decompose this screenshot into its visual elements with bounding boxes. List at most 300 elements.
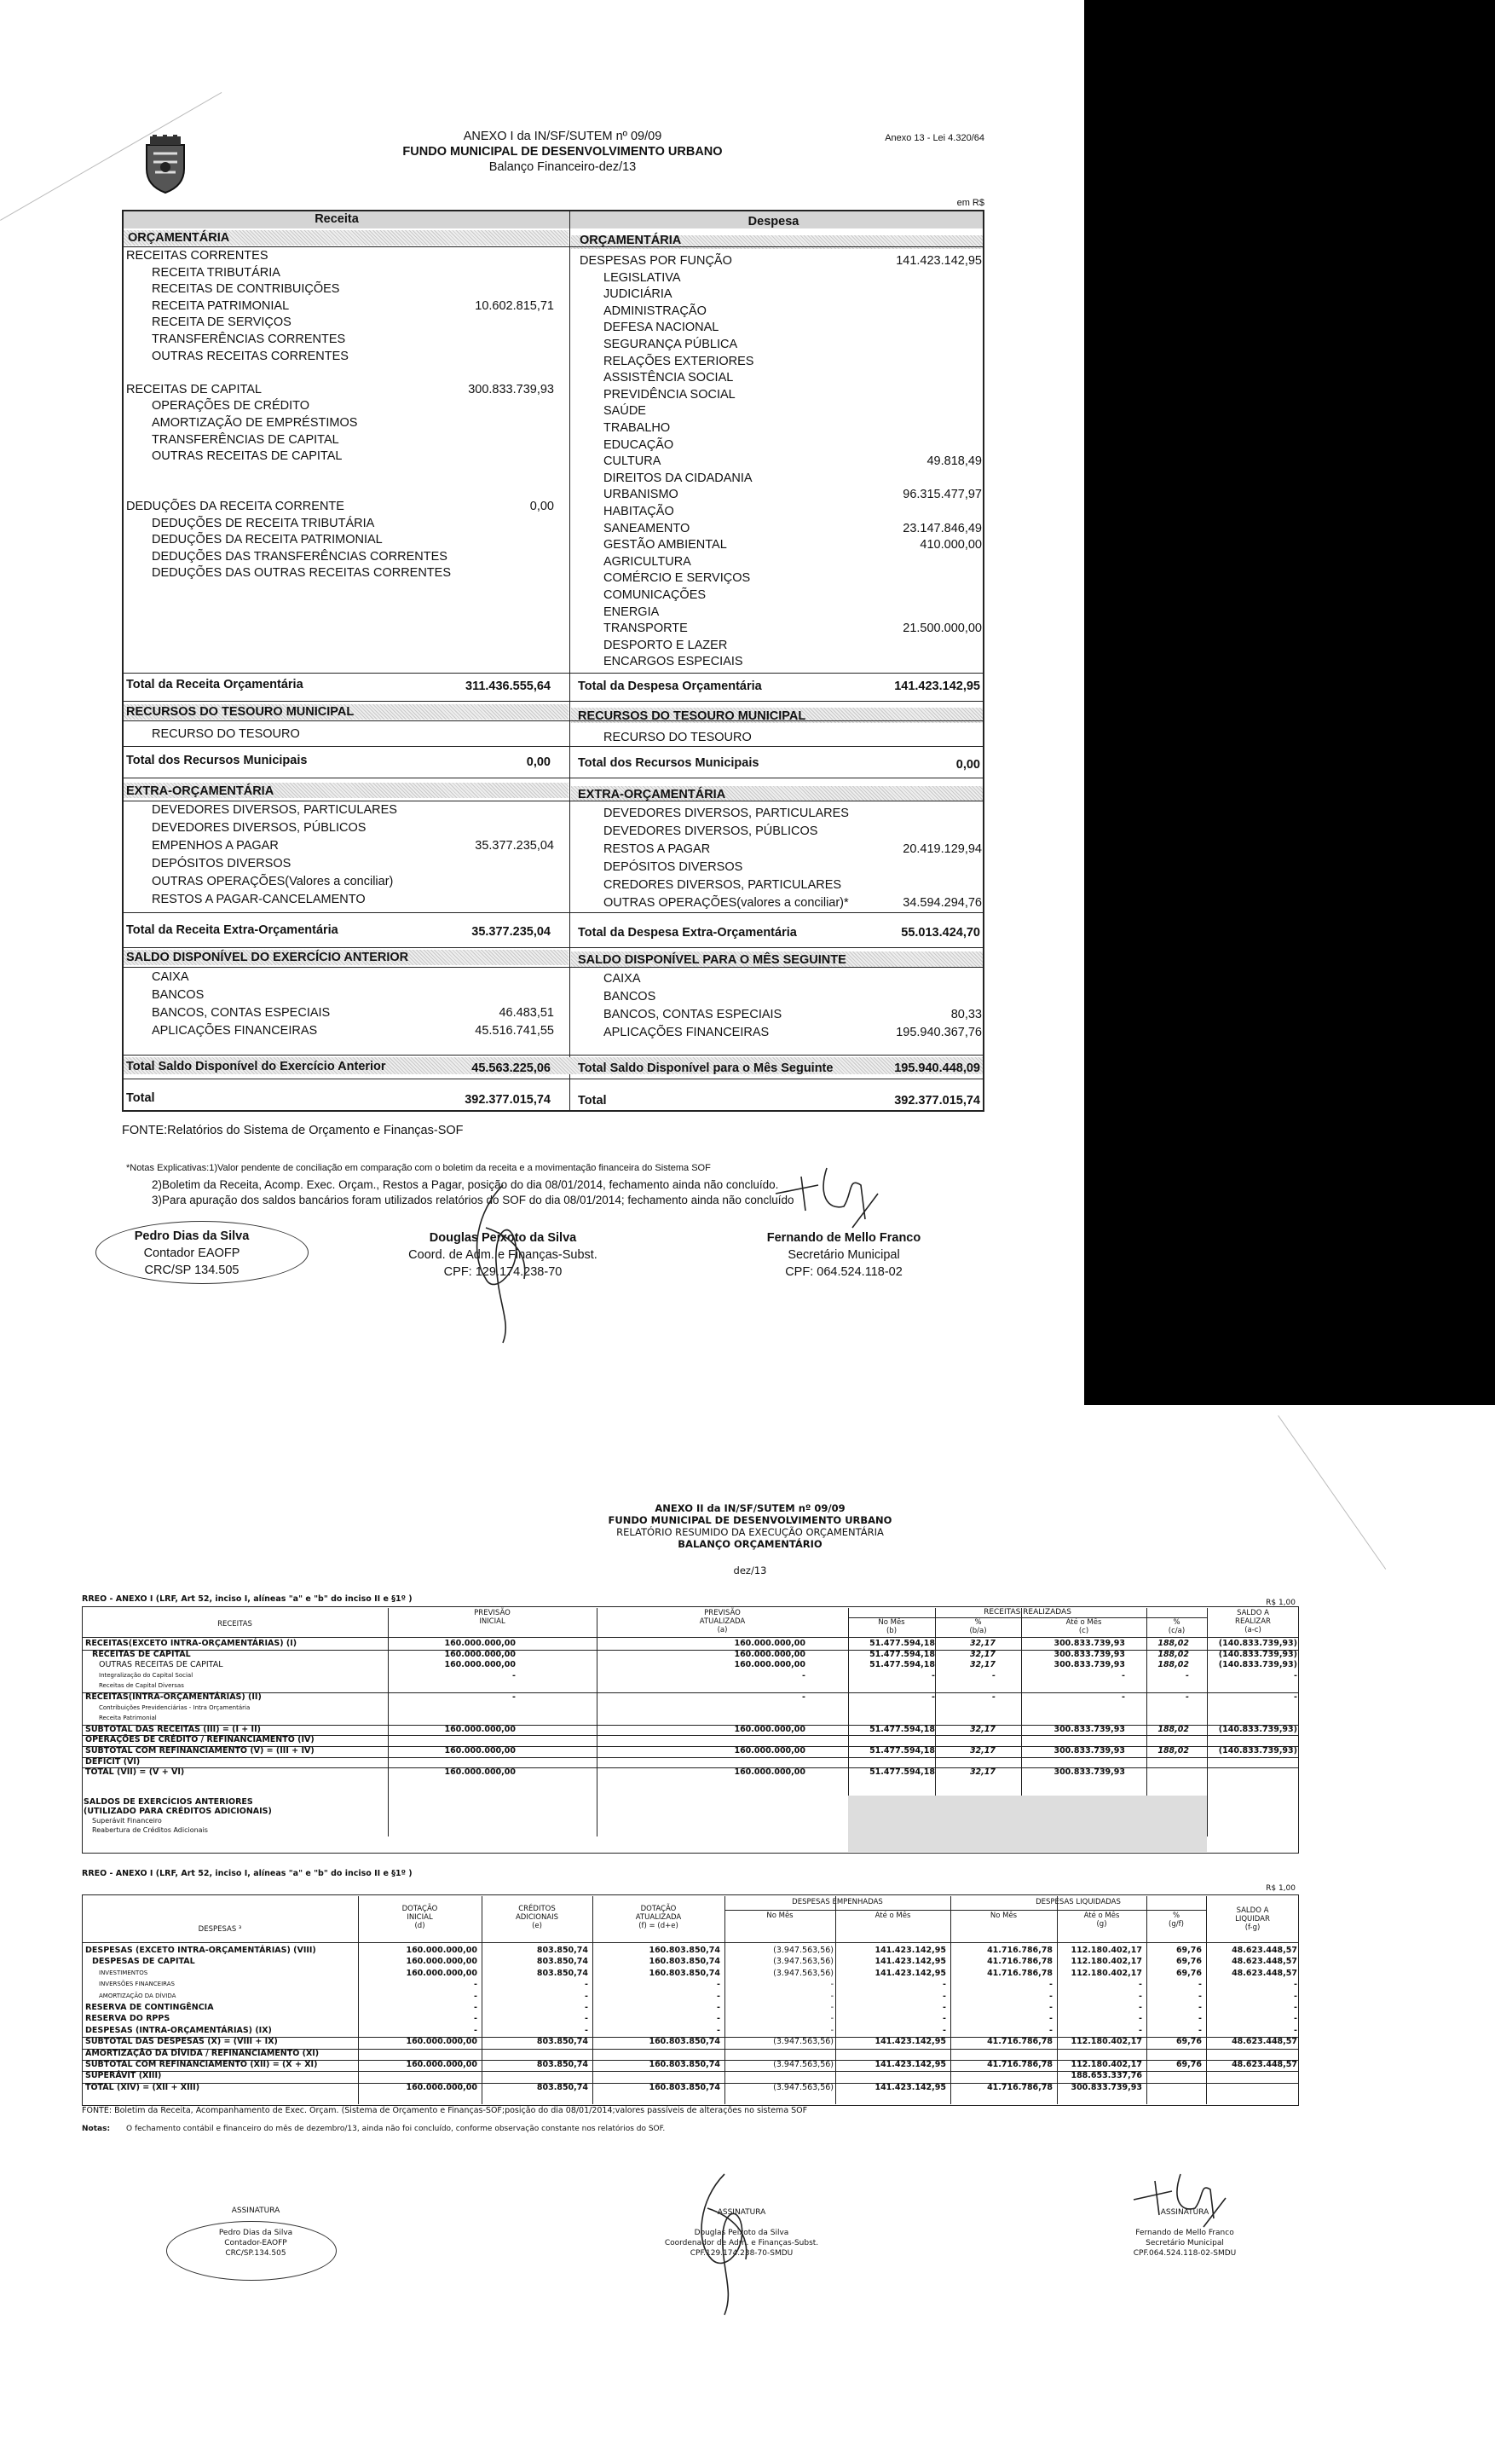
row-rule <box>82 1735 1299 1736</box>
t1-cell: 188,02 <box>1157 1724 1189 1734</box>
t1-row-label: Integralização do Capital Social <box>99 1671 193 1679</box>
t1-cell: 300.833.739,93 <box>1053 1724 1125 1734</box>
receita-label: TRANSFERÊNCIAS CORRENTES <box>152 333 346 346</box>
row-rule <box>82 2049 1299 2050</box>
t2-cell: 160.803.850,74 <box>649 2082 720 2092</box>
saldo-item-label: BANCOS, CONTAS ESPECIAIS <box>152 1006 331 1020</box>
p2-signer-1-role: Contador-EAOFP <box>224 2239 287 2247</box>
scan-black-margin <box>1084 0 1495 1405</box>
t2-cell: - <box>1198 2014 1202 2024</box>
extra-item-label: RESTOS A PAGAR-CANCELAMENTO <box>152 893 366 906</box>
row-rule <box>82 2060 1299 2061</box>
t2-cell: - <box>1198 2025 1202 2035</box>
p2-signer-2-name: Douglas Peixoto da Silva <box>694 2229 789 2237</box>
t1-cell: 32,17 <box>969 1746 996 1755</box>
t2-cell: 141.423.142,95 <box>874 1968 946 1978</box>
t2-cell: - <box>1294 2014 1297 2024</box>
t2-cell: 160.803.850,74 <box>649 1957 720 1967</box>
t2-cell: - <box>717 1991 720 2001</box>
t2-row-label: SUBTOTAL COM REFINANCIAMENTO (XII) = (X + XI) <box>85 2060 318 2069</box>
t1-title: RREO - ANEXO I (LRF, Art 52, inciso I, alíneas "a" e "b" do inciso II e §1º ) <box>82 1594 413 1604</box>
t2-cell: - <box>717 1980 720 1990</box>
t1-cell: 160.000.000,00 <box>444 1649 516 1659</box>
t2-cell: 69,76 <box>1175 2037 1202 2047</box>
despesa-label: DESPESAS POR FUNÇÃO <box>580 254 732 268</box>
receita-label: RECEITA DE SERVIÇOS <box>152 315 291 330</box>
rule <box>124 912 983 913</box>
t2-cell: - <box>1049 2025 1053 2035</box>
t2-cell: 160.803.850,74 <box>649 2060 720 2069</box>
total-saldo-seguinte-label: Total Saldo Disponível para o Mês Seguinte <box>578 1061 834 1075</box>
t1-cell: - <box>932 1670 935 1680</box>
extra-item-label: DEVEDORES DIVERSOS, PÚBLICOS <box>603 824 818 838</box>
t1-row-label: Receitas de Capital Diversas <box>99 1682 184 1690</box>
total-despesa-orcamentaria-value: 141.423.142,95 <box>894 680 980 693</box>
t2-cell: - <box>1294 1980 1297 1990</box>
t2-row-label: DESPESAS DE CAPITAL <box>92 1957 195 1967</box>
t2-cell: 48.623.448,57 <box>1232 2060 1297 2069</box>
t1-row-label: Receita Patrimonial <box>99 1715 157 1722</box>
t2-head-dot_atu: DOTAÇÃO ATUALIZADA (f) = (d+e) <box>635 1905 682 1930</box>
receita-label: TRANSFERÊNCIAS DE CAPITAL <box>152 432 339 447</box>
t1-cell: 300.833.739,93 <box>1053 1767 1125 1778</box>
t2-cell: - <box>1139 2014 1142 2024</box>
despesa-label: TRANSPORTE <box>603 622 688 636</box>
currency-unit: em R$ <box>956 198 984 208</box>
t2-cell: - <box>474 2003 477 2012</box>
section-orcamentaria-left: ORÇAMENTÁRIA <box>128 231 230 245</box>
section-tesouro-right: RECURSOS DO TESOURO MUNICIPAL <box>578 709 806 723</box>
t1-cell: 51.477.594,18 <box>869 1639 935 1648</box>
t1-saldos-line: Reabertura de Créditos Adicionais <box>92 1826 208 1834</box>
t1-head-saldo: SALDO A REALIZAR (a-c) <box>1235 1609 1271 1634</box>
rule <box>124 947 983 948</box>
grand-total-left-value: 392.377.015,74 <box>465 1093 551 1107</box>
t1-cell: 32,17 <box>969 1660 996 1670</box>
grand-total-right-label: Total <box>578 1094 607 1108</box>
extra-item-label: DEVEDORES DIVERSOS, PÚBLICOS <box>152 821 367 835</box>
t1-head-nomes: No Mês (b) <box>878 1618 905 1635</box>
t2-cell: 141.423.142,95 <box>874 2060 946 2069</box>
t2-cell: 803.850,74 <box>536 1946 588 1955</box>
saldo-item-label: BANCOS, CONTAS ESPECIAIS <box>603 1008 782 1021</box>
receita-label: DEDUÇÕES DA RECEITA PATRIMONIAL <box>152 533 383 547</box>
saldo-item-label: CAIXA <box>152 970 189 984</box>
t2-head-empenhadas: DESPESAS EMPENHADAS <box>792 1898 883 1906</box>
rule <box>724 1910 1206 1911</box>
t1-row-label: TOTAL (VII) = (V + VI) <box>85 1767 185 1778</box>
despesa-label: GESTÃO AMBIENTAL <box>603 538 727 552</box>
t2-cell: (3.947.563,56) <box>773 2037 834 2047</box>
row-rule <box>82 1767 1299 1768</box>
t1-cell: 300.833.739,93 <box>1053 1649 1125 1659</box>
t2-head-atemes: Até o Mês <box>874 1912 911 1920</box>
t2-cell: 48.623.448,57 <box>1232 1946 1297 1955</box>
rule <box>124 1055 983 1056</box>
t2-cell: - <box>1139 1991 1142 2001</box>
t1-cell: - <box>802 1692 805 1702</box>
t1-row-label: DEFICIT (VI) <box>85 1756 141 1767</box>
col-head-receita: Receita <box>315 212 359 226</box>
t2-cell: 160.000.000,00 <box>406 2037 477 2047</box>
rule <box>124 720 983 721</box>
grand-total-left-label: Total <box>126 1091 155 1105</box>
section-orcamentaria-right: ORÇAMENTÁRIA <box>580 234 682 247</box>
t2-cell: 69,76 <box>1175 1968 1202 1978</box>
saldo-item-label: APLICAÇÕES FINANCEIRAS <box>603 1026 770 1039</box>
t2-cell: 41.716.786,78 <box>987 1946 1053 1955</box>
col-head-despesa: Despesa <box>748 215 799 228</box>
receita-value: 300.833.739,93 <box>468 382 554 396</box>
despesa-label: DIREITOS DA CIDADANIA <box>603 471 753 485</box>
rule <box>82 1637 1299 1638</box>
t1-cell: - <box>1294 1670 1297 1680</box>
signer-1-name: Pedro Dias da Silva <box>134 1229 250 1243</box>
total-saldo-seguinte-value: 195.940.448,09 <box>894 1061 980 1075</box>
t2-row-label: INVERSÕES FINANCEIRAS <box>99 1981 175 1988</box>
extra-item-label: EMPENHOS A PAGAR <box>152 839 279 853</box>
extra-item-value: 34.594.294,76 <box>903 896 982 910</box>
despesa-label: TRABALHO <box>603 421 671 435</box>
t1-cell: - <box>512 1670 516 1680</box>
t1-head-pct2: % (c/a) <box>1168 1618 1186 1635</box>
extra-item-label: CREDORES DIVERSOS, PARTICULARES <box>603 878 842 892</box>
despesa-label: SAÚDE <box>603 404 646 419</box>
total-receita-orcamentaria-value: 311.436.555,64 <box>465 680 551 693</box>
rule <box>848 1617 1207 1618</box>
t2-cell: 41.716.786,78 <box>987 2082 1053 2092</box>
despesa-label: URBANISMO <box>603 488 678 502</box>
row-rule <box>82 2083 1299 2084</box>
handwritten-signature-icon <box>1125 2166 1227 2234</box>
row-rule <box>82 1650 1299 1651</box>
t1-cell: 160.000.000,00 <box>444 1660 516 1670</box>
t2-cell: 41.716.786,78 <box>987 1968 1053 1978</box>
t1-row-label: SUBTOTAL DAS RECEITAS (III) = (I + II) <box>85 1724 261 1734</box>
t2-cell: 112.180.402,17 <box>1071 2060 1142 2069</box>
despesa-label: ENERGIA <box>603 604 660 619</box>
row-rule <box>82 1746 1299 1747</box>
receita-label: RECEITAS DE CONTRIBUIÇÕES <box>152 282 340 297</box>
receita-label: RECEITAS DE CAPITAL <box>126 382 262 396</box>
t1-cell: 300.833.739,93 <box>1053 1746 1125 1755</box>
t2-cell: 48.623.448,57 <box>1232 2037 1297 2047</box>
t1-cell: - <box>1186 1692 1189 1702</box>
t2-cell: 160.000.000,00 <box>406 1946 477 1955</box>
scan-artifact-line <box>0 92 222 221</box>
t2-cell: 141.423.142,95 <box>874 2037 946 2047</box>
t2-fonte: FONTE: Boletim da Receita, Acompanhamento de Exec. Orçam. (Sistema de Orçamento e Finanças-SOF;posição do dia 08/01/2014;valores passíveis de alterações no sistema SOF <box>82 2106 808 2115</box>
despesa-label: CULTURA <box>603 454 661 469</box>
total-despesa-orcamentaria-label: Total da Despesa Orçamentária <box>578 680 762 693</box>
receita-label: OPERAÇÕES DE CRÉDITO <box>152 399 310 414</box>
extra-item-value: 20.419.129,94 <box>903 842 982 856</box>
t1-saldos-line: (UTILIZADO PARA CRÉDITOS ADICIONAIS) <box>84 1807 272 1816</box>
t2-head-cred: CRÉDITOS ADICIONAIS (e) <box>515 1905 559 1930</box>
receita-label: RECEITA PATRIMONIAL <box>152 298 290 313</box>
rule <box>124 746 983 747</box>
t2-cell: - <box>474 1991 477 2001</box>
t2-cell: - <box>1139 1980 1142 1990</box>
despesa-label: COMUNICAÇÕES <box>603 588 707 602</box>
t2-cell: - <box>585 1980 588 1990</box>
t2-cell: 300.833.739,93 <box>1071 2082 1142 2092</box>
p2-signer-3-name: Fernando de Mello Franco <box>1135 2229 1234 2237</box>
despesa-label: SANEAMENTO <box>603 521 690 535</box>
saldo-item-label: BANCOS <box>603 990 656 1004</box>
p2-header-line-1: ANEXO II da IN/SF/SUTEM nº 09/09 <box>655 1502 846 1514</box>
extra-item-value: 35.377.235,04 <box>475 839 554 853</box>
t1-row-label: RECEITAS DE CAPITAL <box>92 1649 191 1659</box>
t1-cell: 51.477.594,18 <box>869 1649 935 1659</box>
t2-row-label: TOTAL (XIV) = (XII + XIII) <box>85 2082 200 2092</box>
t2-cell: - <box>1198 1980 1202 1990</box>
rule <box>82 1942 1299 1943</box>
t2-notas-label: Notas: <box>82 2125 111 2133</box>
handwritten-signature-icon <box>767 1160 886 1236</box>
p2-signer-2-tag: ASSINATURA <box>717 2208 766 2217</box>
t1-cell: 188,02 <box>1157 1639 1189 1648</box>
t1-saldos-line: SALDOS DE EXERCÍCIOS ANTERIORES <box>84 1797 253 1807</box>
t2-cell: - <box>830 1991 834 2001</box>
signer-3-role: Secretário Municipal <box>788 1248 900 1262</box>
despesa-label: DESPORTO E LAZER <box>603 638 728 652</box>
despesa-label: AGRICULTURA <box>603 554 691 569</box>
t2-cell: - <box>585 2003 588 2012</box>
section-extra-right: EXTRA-ORÇAMENTÁRIA <box>578 788 726 801</box>
t2-cell: 112.180.402,17 <box>1071 1968 1142 1978</box>
signer-2-role: Coord. de Adm. e Finanças-Subst. <box>408 1248 597 1262</box>
t1-cell: - <box>512 1692 516 1702</box>
t1-cell: 188,02 <box>1157 1660 1189 1670</box>
t1-cell: - <box>932 1692 935 1702</box>
despesa-label: JUDICIÁRIA <box>603 287 672 302</box>
t2-cell: 803.850,74 <box>536 2060 588 2069</box>
t2-cell: 41.716.786,78 <box>987 2060 1053 2069</box>
t2-unit: R$ 1,00 <box>1266 1884 1296 1893</box>
t2-row-label: AMORTIZAÇÃO DA DÍVIDA <box>99 1992 176 1999</box>
t2-head-saldo: SALDO A LIQUIDAR (f-g) <box>1235 1906 1270 1932</box>
despesa-value: 410.000,00 <box>920 538 982 552</box>
row-rule <box>82 1692 1299 1693</box>
t2-row-label: SUBTOTAL DAS DESPESAS (X) = (VIII + IX) <box>85 2037 278 2047</box>
t2-cell: - <box>943 2025 946 2035</box>
t2-cell: 803.850,74 <box>536 1968 588 1978</box>
signer-2-doc: CPF: 129.174.238-70 <box>443 1265 563 1279</box>
t2-cell: 160.000.000,00 <box>406 1968 477 1978</box>
p2-signer-3-doc: CPF.064.524.118-02-SMDU <box>1133 2249 1237 2258</box>
extra-item-label: DEPÓSITOS DIVERSOS <box>603 860 743 874</box>
t1-cell: 300.833.739,93 <box>1053 1660 1125 1670</box>
despesa-label: HABITAÇÃO <box>603 505 674 518</box>
t1-cell: 160.000.000,00 <box>734 1660 805 1670</box>
t2-cell: 141.423.142,95 <box>874 2082 946 2092</box>
t2-cell: 160.803.850,74 <box>649 1968 720 1978</box>
extra-item-label: DEVEDORES DIVERSOS, PARTICULARES <box>603 807 849 820</box>
note-line-2: 2)Boletim da Receita, Acomp. Exec. Orçam., Restos a Pagar, posição do dia 08/01/2014, fechamento ainda não concluído. <box>152 1178 779 1191</box>
t2-head-dot_ini: DOTAÇÃO INICIAL (d) <box>401 1905 438 1930</box>
recurso-tesouro-right: RECURSO DO TESOURO <box>603 731 752 744</box>
note-line-3: 3)Para apuração dos saldos bancários foram utilizados relatórios do SOF do dia 08/01/2014; fechamento ainda não concluído <box>152 1194 794 1206</box>
t1-cell: - <box>1122 1692 1125 1702</box>
receita-value: 0,00 <box>529 500 554 513</box>
t2-cell: - <box>585 2014 588 2024</box>
despesa-label: RELAÇÕES EXTERIORES <box>603 354 754 368</box>
t1-cell: (140.833.739,93) <box>1218 1660 1297 1670</box>
t2-cell: 160.803.850,74 <box>649 1946 720 1955</box>
t1-cell: 51.477.594,18 <box>869 1746 935 1755</box>
t2-cell: 112.180.402,17 <box>1071 2037 1142 2047</box>
handwritten-signature-icon <box>673 2166 776 2319</box>
t2-cell: - <box>1294 2025 1297 2035</box>
row-rule <box>82 2071 1299 2072</box>
t2-cell: - <box>1139 2003 1142 2012</box>
t2-head-liquidadas: DESPESAS LIQUIDADAS <box>1036 1898 1121 1906</box>
t1-cell: 51.477.594,18 <box>869 1724 935 1734</box>
despesa-value: 49.818,49 <box>926 454 982 469</box>
despesa-label: SEGURANÇA PÚBLICA <box>603 338 738 351</box>
t2-cell: 69,76 <box>1175 1957 1202 1967</box>
extra-item-label: OUTRAS OPERAÇÕES(valores a conciliar)* <box>603 896 849 910</box>
t2-row-label: RESERVA DO RPPS <box>85 2014 170 2024</box>
t2-cell: (3.947.563,56) <box>773 1957 834 1967</box>
t1-cell: 160.000.000,00 <box>444 1724 516 1734</box>
total-saldo-anterior-label: Total Saldo Disponível do Exercício Anterior <box>126 1060 386 1073</box>
t1-cell: 188,02 <box>1157 1649 1189 1659</box>
total-recursos-right-label: Total dos Recursos Municipais <box>578 756 759 770</box>
t2-head-pct: % (g/f) <box>1169 1912 1184 1929</box>
t2-cell: 803.850,74 <box>536 2037 588 2047</box>
total-recursos-left-value: 0,00 <box>526 755 551 769</box>
despesa-label: LEGISLATIVA <box>603 270 681 285</box>
t1-cell: 32,17 <box>969 1767 996 1778</box>
t2-cell: - <box>1049 2014 1053 2024</box>
t2-cell: - <box>474 1980 477 1990</box>
total-recursos-right-value: 0,00 <box>955 758 980 772</box>
t1-cell: 160.000.000,00 <box>444 1767 516 1778</box>
t2-cell: - <box>1049 2003 1053 2012</box>
total-extra-receita-value: 35.377.235,04 <box>471 925 551 939</box>
t2-cell: - <box>1049 1980 1053 1990</box>
receita-label: RECEITA TRIBUTÁRIA <box>152 265 280 280</box>
t1-cell: - <box>992 1670 996 1680</box>
total-extra-despesa-label: Total da Despesa Extra-Orçamentária <box>578 926 797 940</box>
t2-notas-text: O fechamento contábil e financeiro do mês de dezembro/13, ainda não foi concluído, conforme observação constante nos relatórios do SOF. <box>126 2125 666 2133</box>
t2-cell: - <box>830 2014 834 2024</box>
note-line-1: *Notas Explicativas:1)Valor pendente de conciliação em comparação com o boletim da receita e a movimentação financeira do Sistema SOF <box>126 1163 711 1173</box>
recurso-tesouro-left: RECURSO DO TESOURO <box>152 727 300 741</box>
despesa-label: PREVIDÊNCIA SOCIAL <box>603 387 736 402</box>
municipal-crest-icon <box>143 135 188 194</box>
row-rule <box>82 1725 1299 1726</box>
receita-label: OUTRAS RECEITAS DE CAPITAL <box>152 449 343 464</box>
despesa-label: ENCARGOS ESPECIAIS <box>603 655 743 669</box>
t2-cell: 160.803.850,74 <box>649 2037 720 2047</box>
t2-cell: 160.000.000,00 <box>406 2082 477 2092</box>
total-saldo-anterior-value: 45.563.225,06 <box>471 1061 551 1075</box>
t2-cell: - <box>1294 2003 1297 2012</box>
t2-title: RREO - ANEXO I (LRF, Art 52, inciso I, alíneas "a" e "b" do inciso II e §1º ) <box>82 1869 413 1878</box>
scan-artifact-line <box>1278 1415 1386 1570</box>
t2-cell: - <box>943 1991 946 2001</box>
t2-head-despesas: DESPESAS ³ <box>198 1925 242 1934</box>
t2-cell: - <box>1198 1991 1202 2001</box>
saldo-item-label: BANCOS <box>152 988 205 1002</box>
t2-cell: 69,76 <box>1175 2060 1202 2069</box>
p2-signer-2-doc: CPF.129.174.238-70-SMDU <box>690 2249 794 2258</box>
t2-cell: 160.000.000,00 <box>406 1957 477 1967</box>
t2-cell: (3.947.563,56) <box>773 1968 834 1978</box>
section-saldo-seguinte: SALDO DISPONÍVEL PARA O MÊS SEGUINTE <box>578 953 846 967</box>
t2-cell: - <box>1049 1991 1053 2001</box>
center-divider <box>569 211 570 1110</box>
despesa-label: COMÉRCIO E SERVIÇOS <box>603 571 751 586</box>
t2-cell: - <box>1198 2003 1202 2012</box>
t1-cell: (140.833.739,93) <box>1218 1649 1297 1659</box>
p2-signer-3-tag: ASSINATURA <box>1160 2208 1209 2217</box>
saldo-item-value: 80,33 <box>950 1008 982 1021</box>
extra-item-label: OUTRAS OPERAÇÕES(Valores a conciliar) <box>152 875 394 888</box>
t1-cell: - <box>1294 1692 1297 1702</box>
t1-row-label: OUTRAS RECEITAS DE CAPITAL <box>99 1660 223 1670</box>
despesa-label: ADMINISTRAÇÃO <box>603 304 707 318</box>
t2-cell: - <box>943 2014 946 2024</box>
handwritten-signature-icon <box>443 1177 563 1347</box>
receita-label: DEDUÇÕES DA RECEITA CORRENTE <box>126 500 344 513</box>
t2-cell: (3.947.563,56) <box>773 1946 834 1955</box>
t1-head-pct1: % (b/a) <box>969 1618 987 1635</box>
saldo-item-label: CAIXA <box>603 972 641 986</box>
t2-cell: 48.623.448,57 <box>1232 1957 1297 1967</box>
total-extra-receita-label: Total da Receita Extra-Orçamentária <box>126 923 338 937</box>
t2-cell: - <box>717 2025 720 2035</box>
p2-header-line-4: BALANÇO ORÇAMENTÁRIO <box>678 1538 823 1550</box>
header-line-1: ANEXO I da IN/SF/SUTEM nº 09/09 <box>463 130 662 143</box>
t1-cell: - <box>802 1670 805 1680</box>
extra-item-label: DEVEDORES DIVERSOS, PARTICULARES <box>152 803 397 817</box>
receita-label: RECEITAS CORRENTES <box>126 249 268 263</box>
p2-header-line-2: FUNDO MUNICIPAL DE DESENVOLVIMENTO URBANO <box>608 1514 892 1526</box>
t1-cell: - <box>1122 1670 1125 1680</box>
t1-row-label: SUBTOTAL COM REFINANCIAMENTO (V) = (III + IV) <box>85 1746 315 1755</box>
t2-cell: 41.716.786,78 <box>987 2037 1053 2047</box>
t1-cell: 160.000.000,00 <box>734 1767 805 1778</box>
t1-head-realizadas: RECEITAS REALIZADAS <box>984 1608 1071 1617</box>
header-line-2: FUNDO MUNICIPAL DE DESENVOLVIMENTO URBANO <box>402 145 723 159</box>
p2-signer-1-doc: CRC/SP.134.505 <box>225 2249 286 2258</box>
header-reference: Anexo 13 - Lei 4.320/64 <box>885 133 984 143</box>
t2-head-atemes2: Até o Mês (g) <box>1083 1912 1120 1929</box>
t2-head-nomes2: No Mês <box>990 1912 1018 1920</box>
t1-row-label: RECEITAS(EXCETO INTRA-ORÇAMENTÁRIAS) (I) <box>85 1639 297 1648</box>
t2-cell: - <box>830 2003 834 2012</box>
receita-value: 10.602.815,71 <box>475 298 554 313</box>
t1-unit: R$ 1,00 <box>1266 1599 1296 1607</box>
t2-cell: - <box>717 2003 720 2012</box>
rule <box>124 967 983 968</box>
total-extra-despesa-value: 55.013.424,70 <box>901 926 980 940</box>
receita-label: DEDUÇÕES DE RECEITA TRIBUTÁRIA <box>152 516 375 530</box>
despesa-value: 21.500.000,00 <box>903 622 982 636</box>
t1-cell: - <box>992 1692 996 1702</box>
row-rule <box>82 1757 1299 1758</box>
receita-label: DEDUÇÕES DAS TRANSFERÊNCIAS CORRENTES <box>152 549 447 564</box>
receita-label: DEDUÇÕES DAS OUTRAS RECEITAS CORRENTES <box>152 566 452 581</box>
t2-row-label: RESERVA DE CONTINGÊNCIA <box>85 2003 214 2012</box>
t1-cell: 32,17 <box>969 1649 996 1659</box>
t2-cell: 803.850,74 <box>536 2082 588 2092</box>
t1-cell: (140.833.739,93) <box>1218 1639 1297 1648</box>
